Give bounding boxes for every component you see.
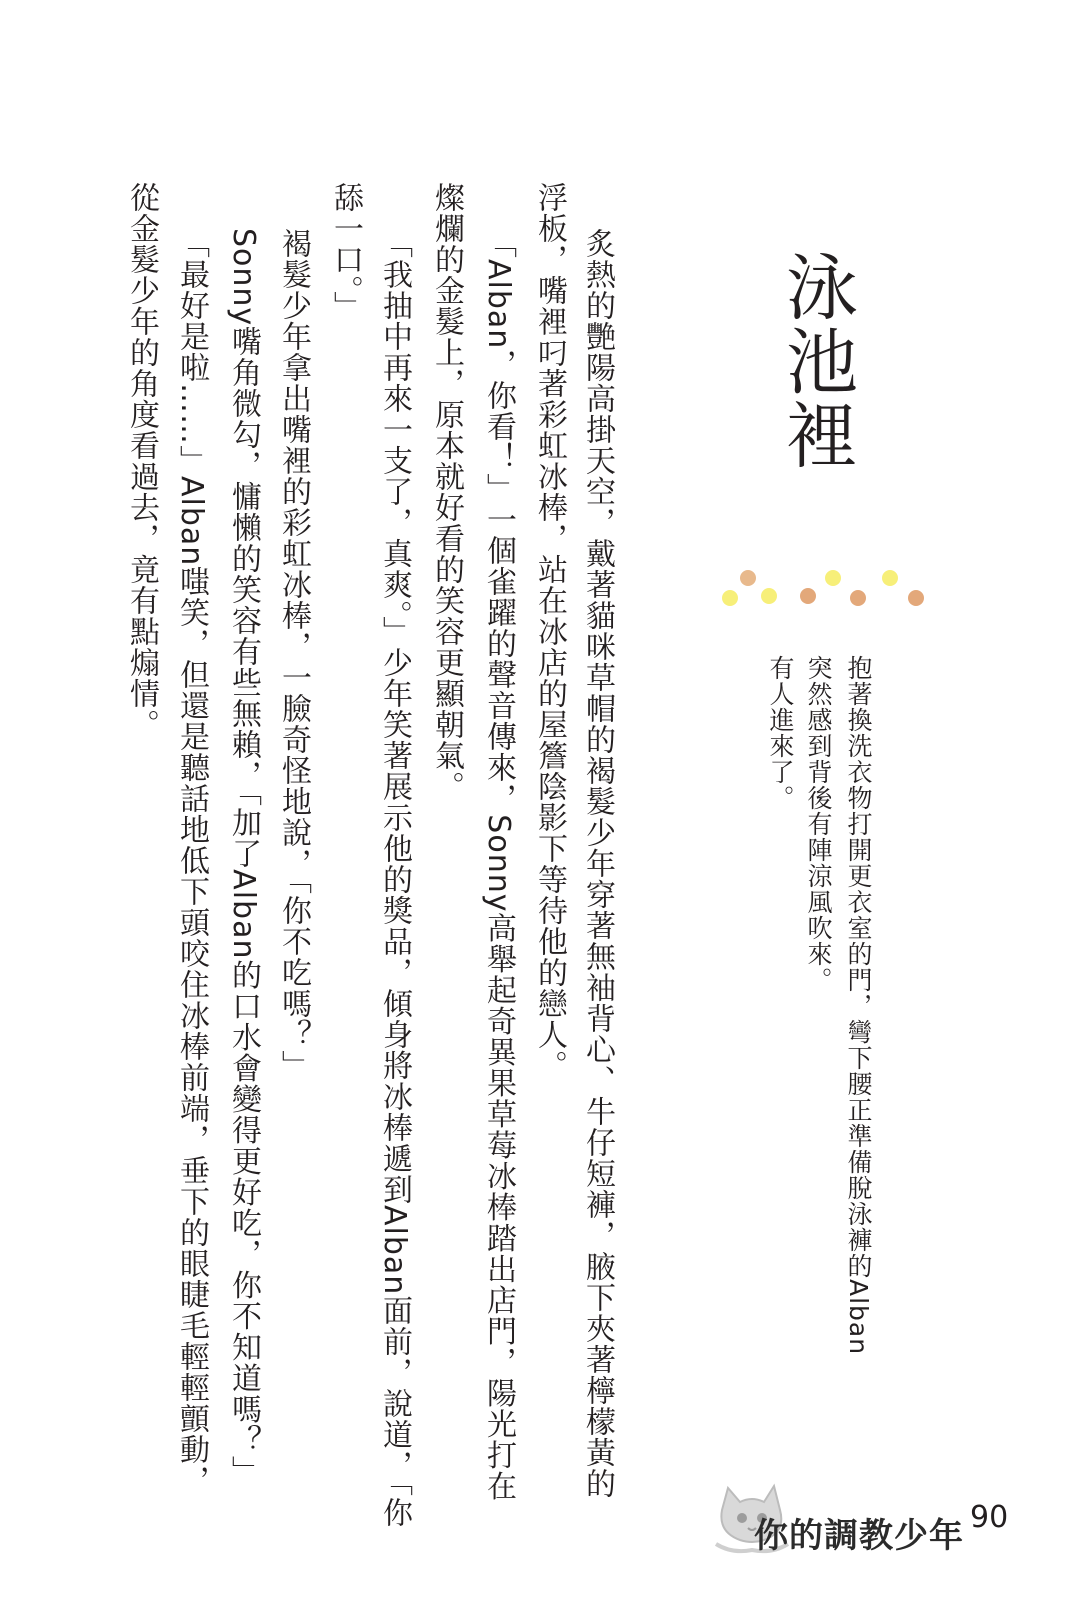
chapter-title: 泳池裡 (774, 250, 858, 472)
body-line-8: Sonny嘴角微勾，慵懶的笑容有些無賴，「加了Alban的口水會變得更好吃，你不知道嗎？」 (226, 228, 261, 1487)
body-line-3: 「Alban，你看！」一個雀躍的聲音傳來，Sonny高舉起奇異果草莓冰棒踏出店門，陽光打在 (481, 228, 516, 1502)
intro-line-2: 突然感到背後有陣涼風吹來。 (804, 655, 833, 993)
body-line-5: 「我抽中再來一支了，真爽。」少年笑著展示他的獎品，傾身將冰棒遞到Alban面前，說道，「你 (377, 228, 412, 1529)
dots-ornament-icon (718, 568, 928, 612)
body-line-10: 從金髮少年的角度看過去，竟有點煽情。 (124, 182, 159, 740)
page-number: 90 (970, 1500, 1009, 1535)
body-line-9: 「最好是啦……」Alban嗤笑，但還是聽話地低下頭咬住冰棒前端，垂下的眼睫毛輕輕顫動， (174, 228, 209, 1497)
body-line-2: 浮板，嘴裡叼著彩虹冰棒，站在冰店的屋簷陰影下等待他的戀人。 (532, 182, 567, 1081)
body-line-1: 炙熱的艷陽高掛天空，戴著貓咪草帽的褐髮少年穿著無袖背心、牛仔短褲，腋下夾著檸檬黃的 (580, 228, 615, 1499)
logo-text: 你的調教少年 (754, 1516, 964, 1556)
body-line-7: 褐髮少年拿出嘴裡的彩虹冰棒，一臉奇怪地說，「你不吃嗎？」 (276, 228, 311, 1081)
intro-line-1: 抱著換洗衣物打開更衣室的門，彎下腰正準備脫泳褲的Alban (844, 655, 873, 1356)
intro-line-3: 有人進來了。 (766, 655, 795, 811)
book-logo (712, 1470, 964, 1560)
body-line-6: 舔一口。」 (328, 182, 363, 322)
body-line-4: 燦爛的金髮上，原本就好看的笑容更顯朝氣。 (429, 182, 464, 802)
